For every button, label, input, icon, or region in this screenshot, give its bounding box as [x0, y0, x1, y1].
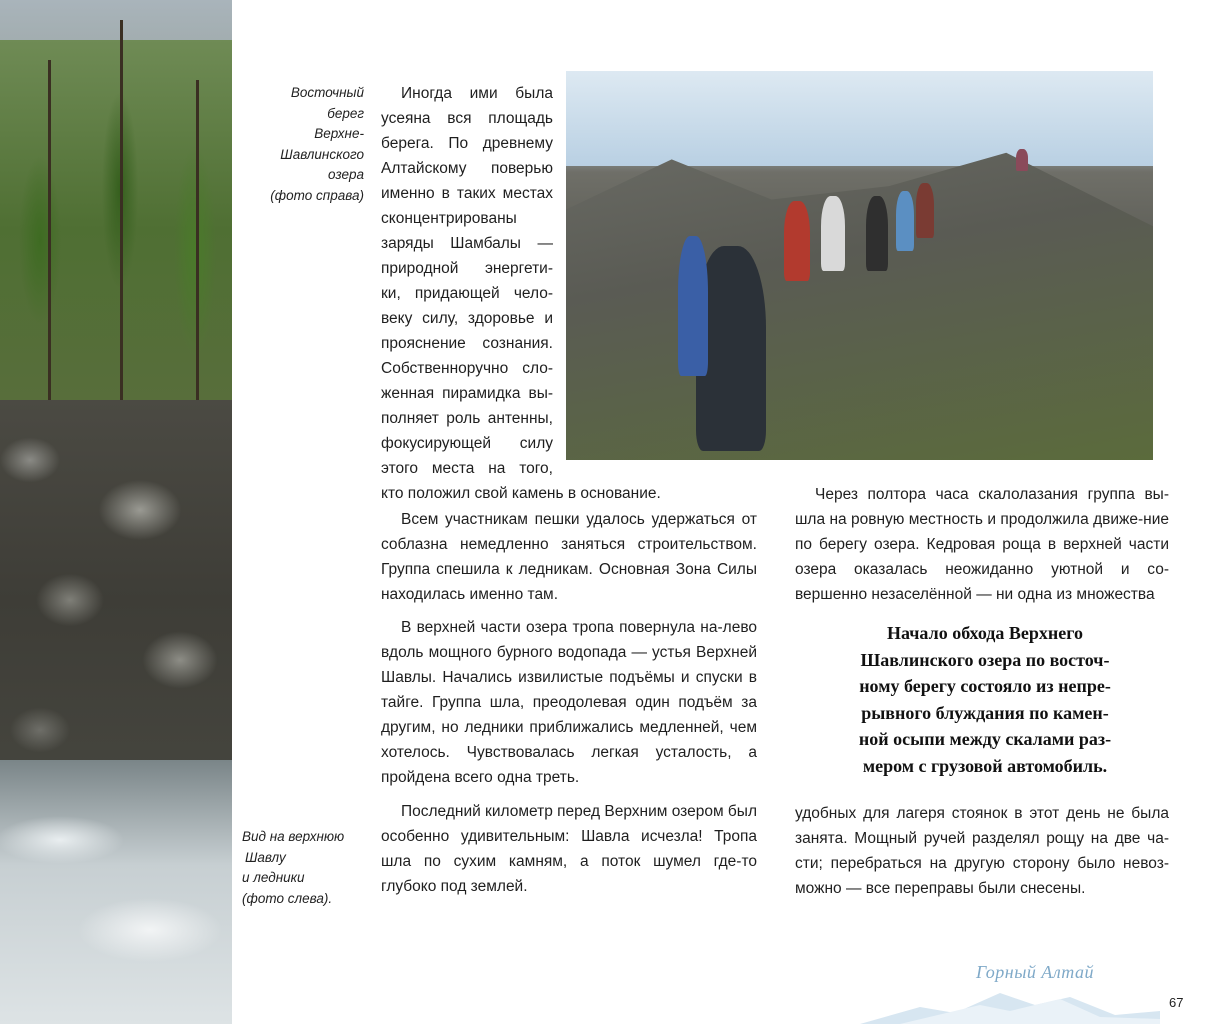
pull-quote-line: мером с грузовой автомобиль. — [862, 755, 1108, 776]
paragraph-1-end: кто положил свой камень в основание. — [381, 485, 661, 502]
hiker-figure — [678, 236, 708, 376]
hiker-figure — [896, 191, 914, 251]
text-line: Алтайскому поверью — [381, 160, 553, 177]
caption-bottom — [242, 827, 362, 909]
hiker-figure — [784, 201, 810, 281]
pull-quote-line: рывного блуждания по камен- — [861, 702, 1109, 723]
text-line: веку силу, здоровье и — [381, 310, 553, 327]
pull-quote-line: ному берегу состояло из непре- — [859, 676, 1111, 696]
paragraph-4: Последний километр перед Верхним озером был особенно удивительным: Шавла исчезла! Тропа шла по сухим камням, а поток шумел где-то глубоко под землей. — [381, 803, 757, 895]
text-line: прояснение сознания. — [381, 335, 553, 352]
footer-brand: Горный Алтай — [976, 962, 1094, 982]
left-photo-rocks — [0, 400, 232, 800]
text-line: усеяна вся площадь — [381, 110, 553, 127]
left-photo-forest-river — [0, 0, 232, 1024]
text-line: этого места на того, — [381, 460, 553, 477]
text-line: женная пирамидка вы- — [381, 385, 553, 402]
left-photo-river — [0, 760, 232, 1024]
pull-quote-line: ной осыпи между скалами раз- — [858, 729, 1112, 749]
pull-quote-line: Начало обхода Верхнего — [887, 623, 1083, 643]
hiker-figure — [821, 196, 845, 271]
text-line: Собственноручно сло- — [381, 360, 553, 377]
caption-line: (фото слева). — [242, 890, 333, 906]
caption-line: берег — [327, 105, 364, 121]
right-paragraph-2: удобных для лагеря стоянок в этот день не была занята. Мощный ручей разделял рощу на две ча-сти; перебраться на другую сторону было невоз-можно — все переправы были снесены. — [795, 805, 1169, 897]
caption-line: и ледники — [242, 870, 305, 885]
right-paragraph-1: Через полтора часа скалолазания группа вы-шла на ровную местность и продолжила движе-ние по берегу озера. Кедровая роща в верхней части озера оказалась неожиданно уютной и со-вершенно незаселённой — ни одна из множества — [795, 486, 1169, 603]
hiker-figure — [916, 183, 934, 238]
text-line: именно в таких местах — [381, 185, 553, 202]
caption-line: Вид на верхнюю — [242, 829, 345, 844]
caption-line: Шавлинского — [280, 146, 364, 162]
hiker-figure — [866, 196, 888, 271]
caption-line: Верхне- — [314, 126, 364, 141]
page-number: 67 — [1169, 995, 1184, 1010]
caption-line: (фото справа) — [270, 187, 364, 203]
pull-quote — [820, 620, 1150, 779]
paragraph-2: Всем участникам пешки удалось удержаться от соблазна немедленно заняться строительством. Группа спешила к ледникам. Основная Зона Силы находилась именно там. — [381, 511, 757, 603]
caption-line: Восточный — [290, 85, 364, 100]
tree-trunk — [120, 20, 123, 440]
caption-line: Шавлу — [245, 849, 286, 865]
hikers-rock-field-photo — [566, 71, 1153, 460]
top-photo-rock-slope — [566, 126, 1153, 460]
text-line: полняет роль антенны, — [381, 410, 553, 427]
pull-quote-line: Шавлинского озера по восточ- — [860, 649, 1110, 670]
caption-top — [240, 83, 364, 206]
text-line: берега. По древнему — [381, 135, 553, 152]
text-line: сконцентрированы — [381, 210, 517, 227]
tree-trunk — [48, 60, 51, 440]
top-photo-sky — [566, 71, 1153, 166]
hiker-figure — [1016, 149, 1028, 171]
tree-trunk — [196, 80, 199, 440]
caption-line: озера — [327, 167, 364, 182]
text-line: фокусирующей силу — [381, 435, 553, 452]
footer-mountain-graphic — [860, 985, 1160, 1024]
text-line: ки, придающей чело- — [381, 285, 553, 302]
paragraph-3: В верхней части озера тропа повернула на-лево вдоль мощного бурного водопада — устья Верхней Шавлы. Начались извилистые подъёмы и спуски в тайге. Группа шла, преодолевая один подъём за другим, но ледники приближались медленней, чем хотелось. Чувствовалась легкая усталость, а пройдена всего одна треть. — [381, 619, 757, 786]
text-line: заряды Шамбалы — — [381, 235, 553, 252]
text-line: Иногда ими была — [401, 85, 553, 102]
paragraph-1 — [381, 81, 553, 481]
text-line: природной энергети- — [381, 260, 553, 277]
